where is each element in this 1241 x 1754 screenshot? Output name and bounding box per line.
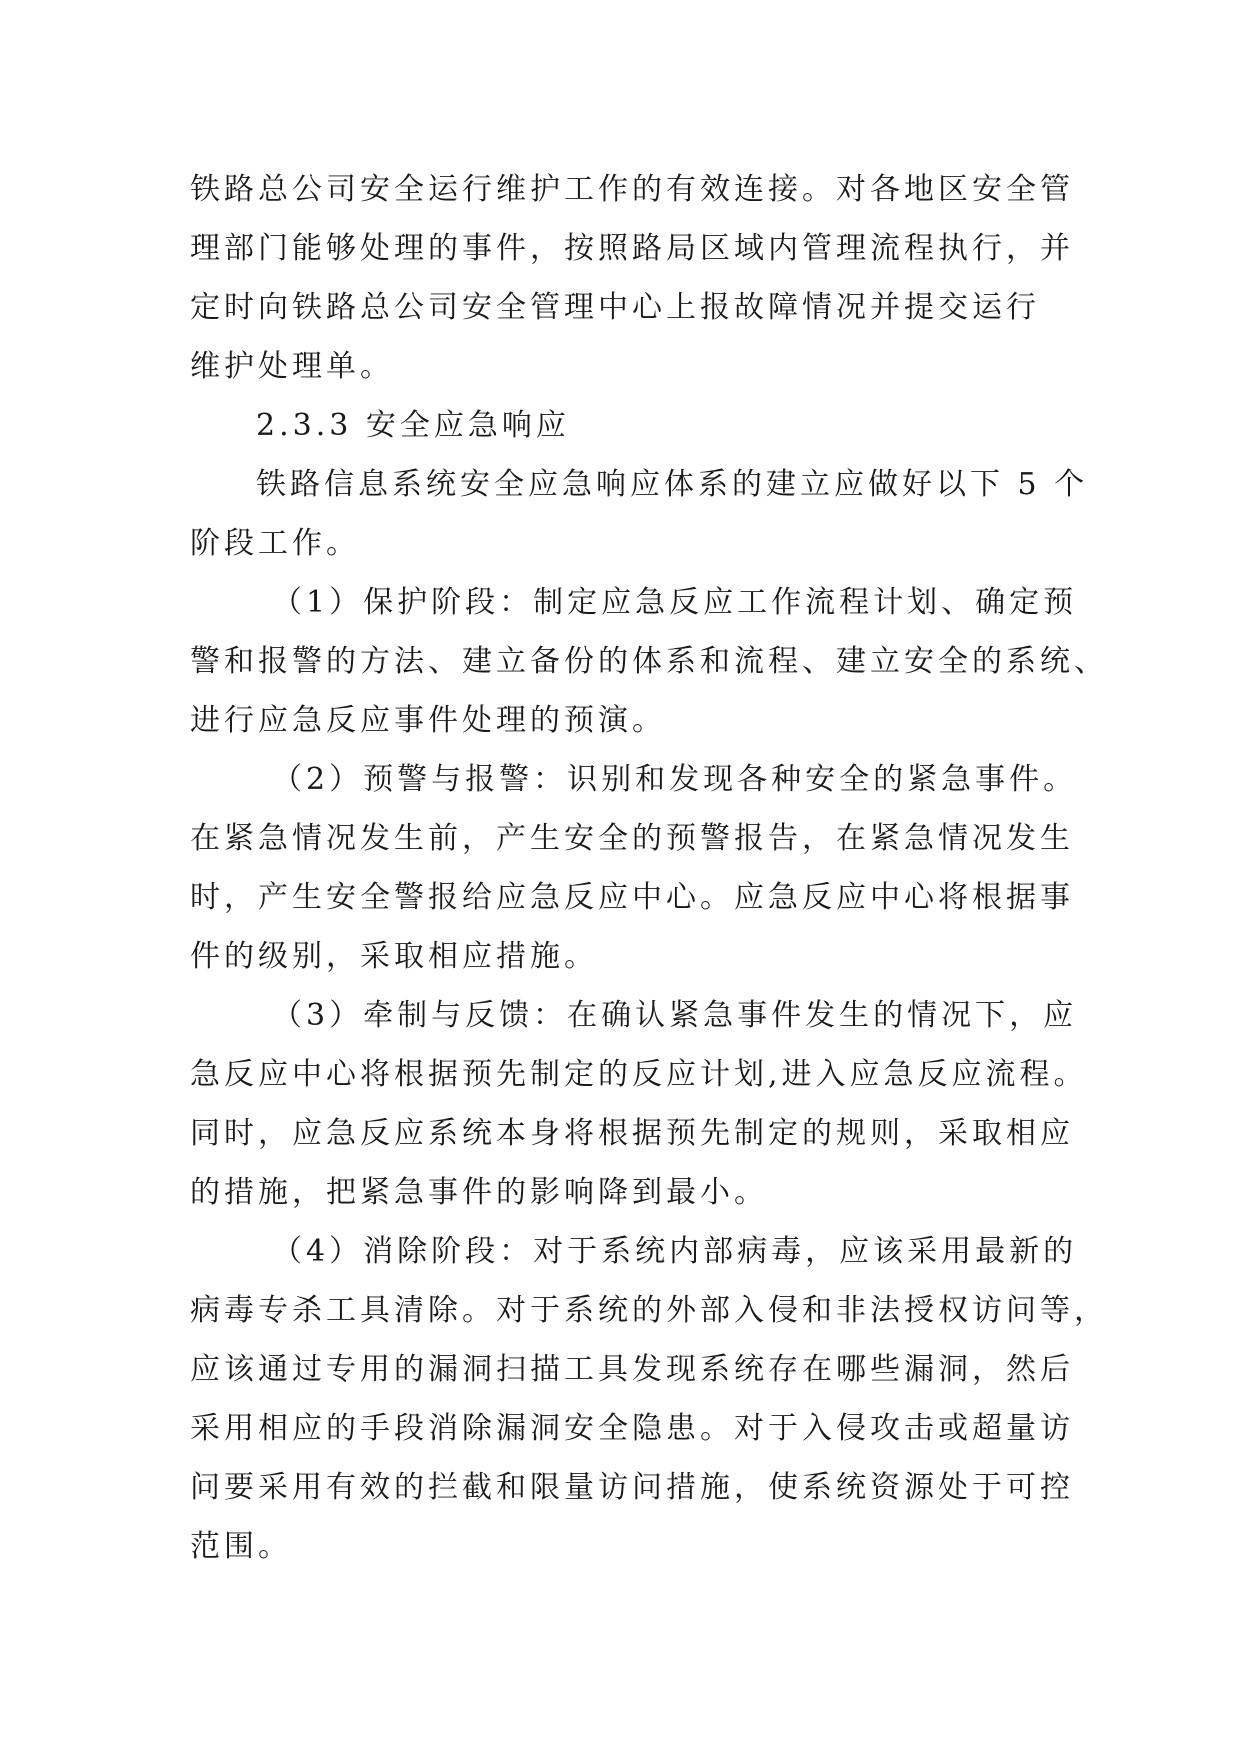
paragraph-intro (190, 455, 1089, 573)
text-line: 进行应急反应事件处理的预演。 (190, 703, 666, 738)
paragraph-stage-4 (190, 1222, 1108, 1576)
text-line: 同时，应急反应系统本身将根据预先制定的规则，采取相应 (190, 1116, 1074, 1151)
text-line: （4）消除阶段：对于系统内部病毒，应该采用最新的 (272, 1234, 1078, 1269)
text-line: 定时向铁路总公司安全管理中心上报故障情况并提交运行 (190, 290, 1040, 325)
text-line: 时，产生安全警报给应急反应中心。应急反应中心将根据事 (190, 880, 1074, 915)
text-line: 件的级别，采取相应措施。 (190, 939, 598, 974)
text-line: 病毒专杀工具清除。对于系统的外部入侵和非法授权访问等， (190, 1293, 1108, 1328)
text-line: 铁路总公司安全运行维护工作的有效连接。对各地区安全管 (190, 172, 1074, 207)
text-line: 理部门能够处理的事件，按照路局区域内管理流程执行，并 (190, 231, 1074, 266)
text-line: （2）预警与报警：识别和发现各种安全的紧急事件。 (272, 762, 1078, 797)
text-line: 阶段工作。 (190, 526, 360, 561)
text-line: （3）牵制与反馈：在确认紧急事件发生的情况下，应 (272, 998, 1078, 1033)
paragraph-stage-1 (190, 573, 1108, 750)
text-line: （1）保护阶段：制定应急反应工作流程计划、确定预 (272, 585, 1078, 620)
text-line: 的措施，把紧急事件的影响降到最小。 (190, 1175, 768, 1210)
text-line: 采用相应的手段消除漏洞安全隐患。对于入侵攻击或超量访 (190, 1411, 1074, 1446)
section-heading (190, 396, 1060, 455)
document-body (190, 160, 1108, 1576)
paragraph-stage-2 (190, 750, 1078, 986)
text-line: 急反应中心将根据预先制定的反应计划,进入应急反应流程。 (190, 1057, 1088, 1092)
text-line: 在紧急情况发生前，产生安全的预警报告，在紧急情况发生 (190, 821, 1074, 856)
paragraph-continuation (190, 160, 1074, 396)
text-line: 铁路信息系统安全应急响应体系的建立应做好以下 5 个 (256, 467, 1089, 502)
text-line: 范围。 (190, 1529, 292, 1564)
text-line: 警和报警的方法、建立备份的体系和流程、建立安全的系统、 (190, 644, 1108, 679)
paragraph-stage-3 (190, 986, 1088, 1222)
heading-line: 2.3.3 安全应急响应 (256, 408, 570, 443)
text-line: 问要采用有效的拦截和限量访问措施，使系统资源处于可控 (190, 1470, 1074, 1505)
text-line: 维护处理单。 (190, 349, 394, 384)
text-line: 应该通过专用的漏洞扫描工具发现系统存在哪些漏洞，然后 (190, 1352, 1074, 1387)
